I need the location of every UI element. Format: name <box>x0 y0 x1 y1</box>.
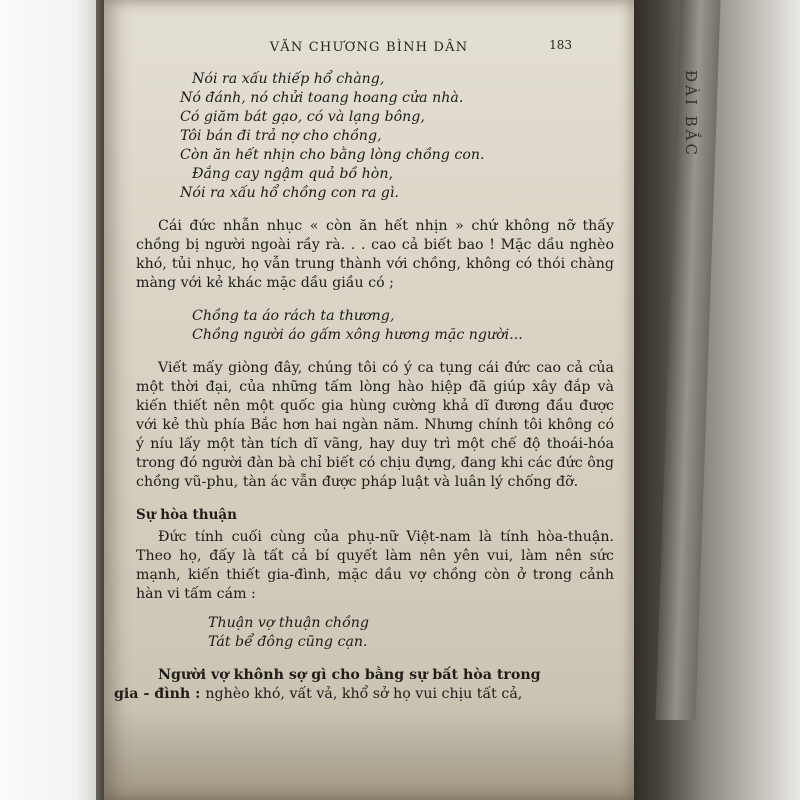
poem-line: Thuận vợ thuận chồng <box>208 615 369 631</box>
poem-line: Có giăm bát gạo, có và lạng bông, <box>180 109 425 125</box>
poem-line: Tôi bán đi trả nợ cho chồng, <box>180 128 382 144</box>
paragraph: Viết mấy giòng đây, chúng tôi có ý ca tụng cái đức cao cả của một thời đại, của những tấm lòng hào hiệp đã giúp xây đắp và kiến thiết nên một quốc gia hùng cường khả dĩ đương đầu được với kẻ thù phía Bắc hơn hai ngàn năm. Nhưng chính tôi không có ý níu lấy một tàn tích dĩ vãng, hay duy trì một chế độ thoái-hóa trong đó người đàn bà chỉ biết có chịu đựng, đang khi các đức ông chồng vũ-phu, tàn ác vẫn được pháp luật và luân lý chống đỡ. <box>136 360 614 490</box>
paragraph-rest: nghèo khó, vất vả, khổ sở họ vui chịu tất cả, <box>205 686 523 702</box>
poem-line: Còn ăn hết nhịn cho bằng lòng chồng con. <box>180 147 485 163</box>
section-heading: Sự hòa thuận <box>136 507 237 523</box>
poem-line: Nó đánh, nó chửi toang hoang cửa nhà. <box>180 90 464 106</box>
poem-line: Tát bể đông cũng cạn. <box>208 634 368 650</box>
page-number: 183 <box>549 38 572 52</box>
poem-line: Chồng ta áo rách ta thương, <box>192 308 395 324</box>
poem-line: Nói ra xấu hổ chồng con ra gì. <box>180 185 399 201</box>
poem-block-1 <box>136 70 614 203</box>
running-title: VĂN CHƯƠNG BÌNH DÂN <box>269 40 469 55</box>
poem-block-2 <box>136 307 614 345</box>
page-content <box>114 70 614 704</box>
paragraph: Đức tính cuối cùng của phụ-nữ Việt-nam là tính hòa-thuận. Theo họ, đấy là tất cả bí quyết làm nên yên vui, làm nên sức mạnh, kiến thiết gia-đình, mặc dầu vợ chồng còn ở trong cảnh hàn vi tấm cám : <box>136 529 614 602</box>
poem-line: Đắng cay ngậm quả bồ hòn, <box>192 166 393 182</box>
book-page <box>104 0 634 800</box>
paragraph-last <box>114 666 614 704</box>
poem-line: Chồng người áo gấm xông hương mặc người... <box>192 327 523 343</box>
inline-label: gia - đình : <box>114 686 201 702</box>
background-left <box>0 0 108 800</box>
paragraph: Cái đức nhẫn nhục « còn ăn hết nhịn » chứ không nỡ thấy chồng bị người ngoài rầy rà. . . cao cả biết bao ! Mặc dầu nghèo khó, tủi nhục, họ vẫn trung thành với chồng, không có thói chàng màng với kẻ khác mặc dầu giầu có ; <box>136 218 614 291</box>
paragraph-lead: Người vợ khônh sợ gì cho bằng sự bất hòa trong <box>158 667 541 683</box>
poem-line: Nói ra xấu thiếp hổ chàng, <box>192 71 385 87</box>
adjacent-book-spine-text: ĐÀI BẮC <box>682 70 700 158</box>
poem-block-3 <box>136 614 614 652</box>
